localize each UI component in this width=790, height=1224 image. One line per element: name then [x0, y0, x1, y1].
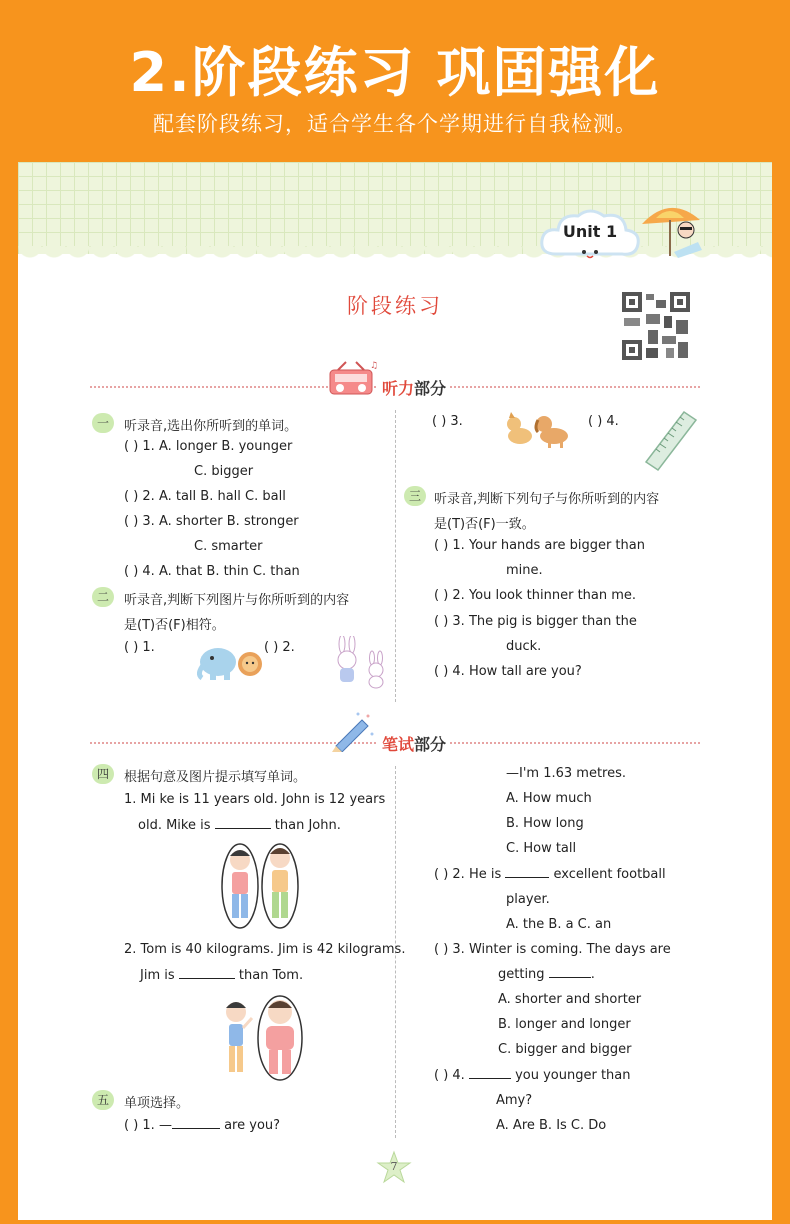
s1-question-3: ( ) 3. A. shorter B. stronger	[124, 514, 299, 529]
radio-icon	[326, 358, 378, 398]
section-3-instruction-line2: 是(T)否(F)一致。	[434, 517, 535, 532]
s4-question-1-line2	[138, 818, 341, 833]
s1-question-2: ( ) 2. A. tall B. hall C. ball	[124, 489, 286, 504]
pencil-icon	[328, 710, 376, 752]
s4-q2-answer-blank[interactable]	[179, 978, 235, 979]
s4-question-1-line1: 1. Mi ke is 11 years old. John is 12 years	[124, 792, 386, 807]
s2-question-4: ( ) 4.	[588, 414, 619, 429]
qr-code-icon	[620, 290, 692, 362]
s5-q2-answer-blank[interactable]	[505, 877, 549, 878]
s5-question-1	[124, 1118, 280, 1133]
ruler-icon	[640, 408, 700, 478]
section-3-instruction-line1: 听录音,判断下列句子与你所听到的内容	[434, 492, 660, 507]
section-1-instruction: 听录音,选出你所听到的单词。	[124, 419, 298, 434]
unit-badge	[538, 206, 642, 262]
s5-q3-option-c: C. bigger and bigger	[498, 1042, 632, 1057]
section-5-instruction: 单项选择。	[124, 1096, 190, 1111]
s3-question-1: ( ) 1. Your hands are bigger than	[434, 538, 645, 553]
thin-and-heavy-boys-icon	[214, 992, 310, 1084]
unit-label: Unit 1	[562, 222, 618, 241]
s3-question-4: ( ) 4. How tall are you?	[434, 664, 582, 679]
section-2-instruction-line2: 是(T)否(F)相符。	[124, 618, 225, 633]
writing-label-tail: 部分	[414, 735, 447, 754]
s5-q4-options: A. Are B. Is C. Do	[496, 1118, 607, 1133]
s1-question-1: ( ) 1. A. longer B. younger	[124, 439, 293, 454]
s5-q3-option-a: A. shorter and shorter	[498, 992, 642, 1007]
svg-text:♫: ♫	[370, 361, 378, 371]
s5-q3-line2: getting .	[498, 967, 595, 982]
listening-label-lead: 听力	[382, 379, 415, 398]
s5-q4-suffix: you younger than	[515, 1068, 631, 1083]
s5-question-2	[434, 867, 666, 882]
dogs-icon	[500, 408, 576, 450]
writing-section-label	[378, 732, 450, 755]
two-boys-icon	[218, 842, 302, 934]
worksheet-page	[18, 162, 772, 1220]
s5-q2-line2: player.	[506, 892, 550, 907]
s1-question-3-option-c: C. smarter	[194, 539, 263, 554]
s5-q2-suffix: excellent football	[553, 867, 666, 882]
s5-q4-answer-blank[interactable]	[469, 1078, 511, 1079]
s5-question-3: ( ) 3. Winter is coming. The days are	[434, 942, 671, 957]
s4-q2-prefix: Jim is	[140, 968, 175, 983]
section-number-3: 三	[404, 486, 426, 506]
s4-question-2-line1: 2. Tom is 40 kilograms. Jim is 42 kilograms.	[124, 942, 406, 957]
s5-q2-prefix: ( ) 2. He is	[434, 867, 502, 882]
s5-q3-option-b: B. longer and longer	[498, 1017, 631, 1032]
s5-q1-option-a: A. How much	[506, 791, 592, 806]
writing-label-lead: 笔试	[382, 735, 415, 754]
s5-q4-line2: Amy?	[496, 1093, 533, 1108]
s5-q1-option-c: C. How tall	[506, 841, 577, 856]
page-number-badge	[376, 1150, 412, 1186]
s5-q1-response: —I'm 1.63 metres.	[506, 766, 627, 781]
banner-title: 2.阶段练习 巩固强化	[129, 41, 661, 104]
s4-q1-prefix: old. Mike is	[138, 818, 211, 833]
s5-q1-prefix: ( ) 1. —	[124, 1118, 172, 1133]
section-2-instruction-line1: 听录音,判断下列图片与你所听到的内容	[124, 593, 350, 608]
banner-subtitle: 配套阶段练习，适合学生各个学期进行自我检测。	[153, 112, 637, 136]
s5-q1-option-b: B. How long	[506, 816, 584, 831]
section-number-5: 五	[92, 1090, 114, 1110]
s5-q4-prefix: ( ) 4.	[434, 1068, 465, 1083]
page-title: 阶段练习	[347, 294, 443, 318]
rabbits-icon	[330, 636, 390, 690]
section-number-4: 四	[92, 764, 114, 784]
page-number: 7	[390, 1160, 398, 1173]
s3-question-3-cont: duck.	[506, 639, 542, 654]
s3-question-3: ( ) 3. The pig is bigger than the	[434, 614, 637, 629]
s4-q2-suffix: than Tom.	[238, 968, 304, 983]
s5-q1-answer-blank[interactable]	[172, 1128, 220, 1129]
s5-q3-prefix: getting	[498, 967, 545, 982]
s4-q1-suffix: than John.	[274, 818, 341, 833]
s2-question-3: ( ) 3.	[432, 414, 463, 429]
s5-q2-options: A. the B. a C. an	[506, 917, 612, 932]
listening-section-label	[378, 376, 450, 399]
column-separator	[395, 410, 396, 702]
s3-question-2: ( ) 2. You look thinner than me.	[434, 588, 637, 603]
elephant-and-lion-icon	[194, 638, 266, 682]
s2-question-1: ( ) 1.	[124, 640, 155, 655]
section-4-instruction: 根据句意及图片提示填写单词。	[124, 770, 307, 785]
s5-q3-answer-blank[interactable]	[549, 977, 591, 978]
s1-question-1-option-c: C. bigger	[194, 464, 254, 479]
s4-q1-answer-blank[interactable]	[215, 828, 271, 829]
section-number-2: 二	[92, 587, 114, 607]
section-number-1: 一	[92, 413, 114, 433]
s5-q1-suffix: are you?	[224, 1118, 281, 1133]
s4-question-2-line2	[140, 968, 303, 983]
s2-question-2: ( ) 2.	[264, 640, 295, 655]
s5-question-4	[434, 1068, 631, 1083]
listening-label-tail: 部分	[414, 379, 447, 398]
s3-question-1-cont: mine.	[506, 563, 543, 578]
girl-under-umbrella-icon	[636, 198, 706, 260]
s1-question-4: ( ) 4. A. that B. thin C. than	[124, 564, 300, 579]
